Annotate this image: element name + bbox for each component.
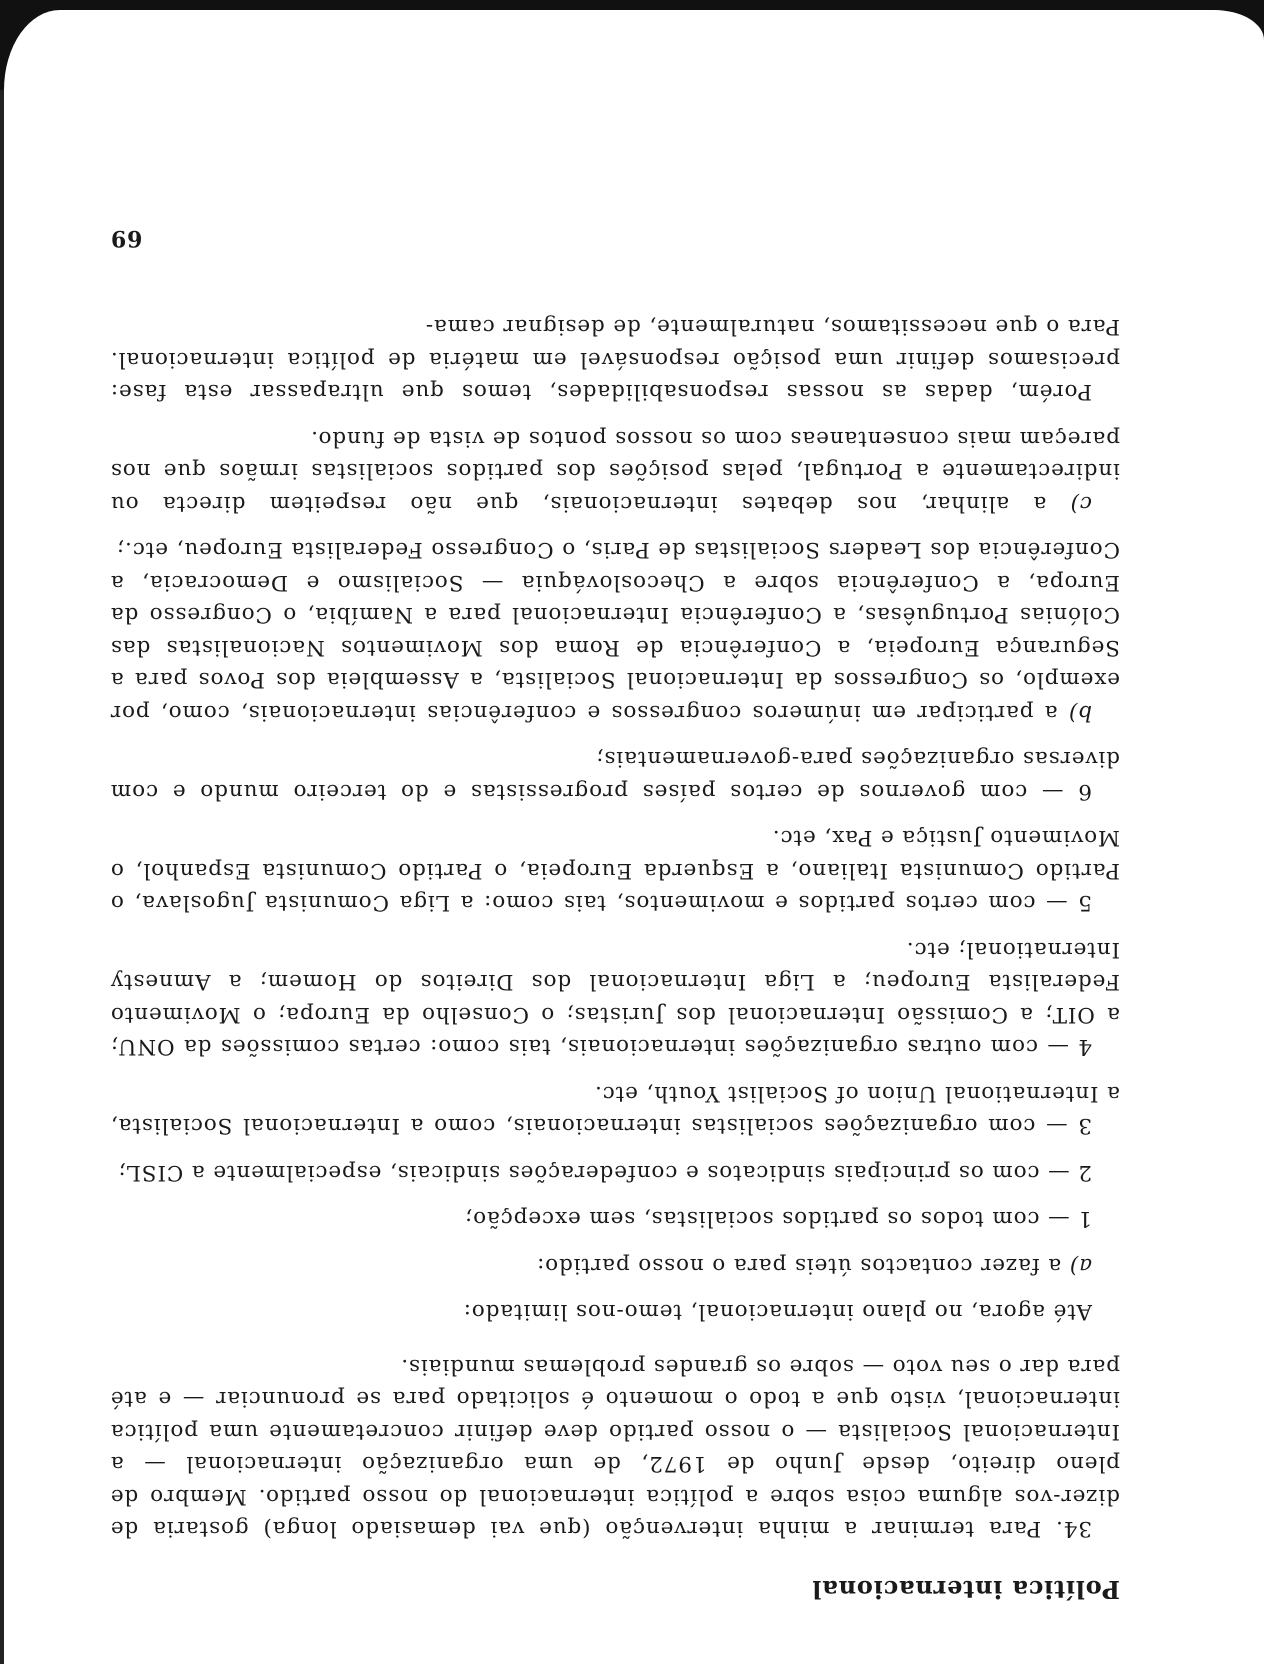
scan-border-left [0, 0, 4, 1664]
scan-border-top [0, 0, 1264, 10]
paragraph-number: 34. [1055, 1516, 1092, 1542]
list-c-text: a alinhar, nos debates internacionais, que não respeitem directa ou indirectamente a Portugal, pelas posições dos partidos socialistas irmãos que nos pareçam mais consentaneas com os nossos pontos de vista de fundo. [110, 426, 1120, 516]
list-item-3: 3 — com organizações socialistas internacionais, como a Internacional Socialista, a International Union of Socialist Youth, etc. [110, 1081, 1120, 1139]
list-b-text: a participar em inúmeros congressos e conferências internacionais, como, por exemplo, os Congressos da Internacional Socialista, a Assembleia dos Povos para a Segurança Europeia, a Conferência de Roma dos Movimentos Nacionalistas das Colónias Portuguêsas, a Conferência Internacional para a Namíbia, o Congresso da Europa, a Conferência sobre a Checoslováquia — Socialismo e Democracia, a Conferência dos Leaders Socialistas de Paris, o Congresso Federalista Europeu, etc.; [109, 537, 1120, 725]
rotated-text-block [110, 95, 1120, 1605]
list-item-1: 1 — com todos os partidos socialistas, sem excepção; [464, 1206, 1092, 1232]
paragraph-34 [110, 1350, 1120, 1545]
scan-corner-right [1214, 0, 1264, 40]
scan-corner-left [0, 0, 60, 90]
list-b-letter: b) [1068, 700, 1092, 725]
list-item-2: 2 — com os principais sindicatos e confederações sindicais, especialmente a CISL; [117, 1160, 1092, 1185]
list-item-4: 4 — com outras organizações internacionais, tais como: certas comissões da ONU; a OIT; a Comissão Internacional dos Juristas; o Conselho da Europa; o Movimento Federalista Europeu; a Liga Internacional dos Direitos do Homem; a Amnesty International; etc. [110, 937, 1120, 1060]
list-c [110, 422, 1120, 520]
list-b [110, 533, 1120, 728]
intro-line: Até agora, no plano internacional, temo-nos limitado: [462, 1299, 1092, 1325]
paragraph-34-body: de dizer-vos alguma coisa sobre a política internacional do nosso partido. Membro de pleno direito, desde Junho de 1972, de uma organização internacional — a Internacional Socialista — o nosso partido deve definir concretamente uma política internacional, visto que a todo o momento é solicitado para se pronunciar — e até para dar o seu voto — sobre os grandes problemas mundiais. [110, 1354, 1120, 1542]
list-item-5: 5 — com certos partidos e movimentos, tais como: a Liga Comunista Jugoslava, o Partido Comunista Italiano, a Esquerda Europeia, o Partido Comunista Espanhol, o Movimento Justiça e Pax, etc. [110, 825, 1120, 916]
list-a-letter: a) [1068, 1253, 1092, 1278]
list-c-letter: c) [1069, 491, 1092, 516]
page-number: 69 [110, 225, 143, 251]
list-a [110, 1249, 1120, 1282]
list-item-6: 6 — com governos de certos países progressistas e do terceiro mundo e com diversas organizações para-governamentais; [110, 746, 1120, 804]
list-a-text: a fazer contactos úteis para o nosso partido: [536, 1253, 1062, 1278]
section-title: Política internacional [811, 1575, 1120, 1604]
paragraph-34-lead: Para terminar a minha intervenção (que vai demasiado longa) gostaria [152, 1516, 1042, 1542]
closing-paragraph: Porém, dadas as nossas responsabilidades, temos que ultrapassar esta fase: precisamos definir uma posição responsável em matéria de política internacional. Para o que necessitamos, naturalmente, de designar cama- [110, 314, 1120, 405]
